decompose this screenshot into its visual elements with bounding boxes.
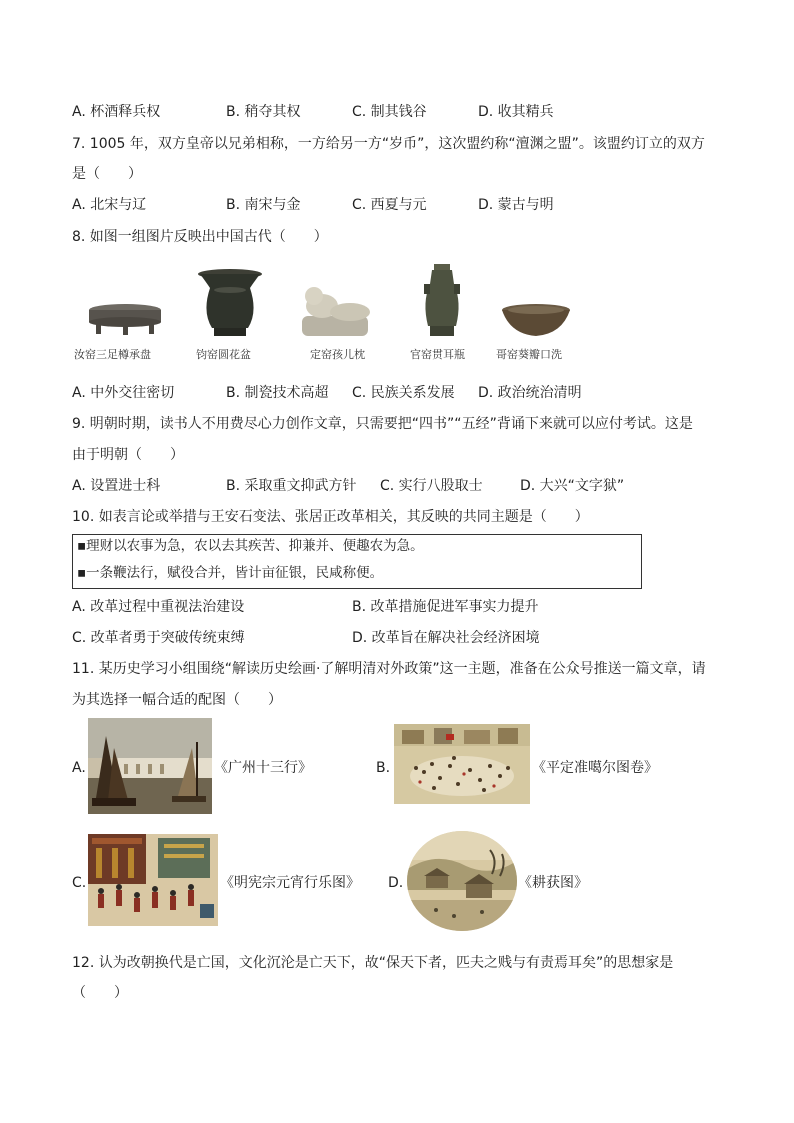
- q9-option-a[interactable]: A. 设置进士科: [72, 478, 161, 494]
- q8-option-d[interactable]: D. 政治统治清明: [478, 385, 582, 401]
- q7-stem-line2: 是（ ）: [72, 166, 142, 182]
- q9-option-b[interactable]: B. 采取重文抑武方针: [226, 478, 357, 494]
- q10-option-c[interactable]: C. 改革者勇于突破传统束缚: [72, 630, 245, 646]
- farming-harvest-painting: [406, 830, 518, 932]
- q9-option-c[interactable]: C. 实行八股取士: [380, 478, 483, 494]
- q11-option-a-letter: A.: [72, 760, 86, 776]
- ge-kiln-washer-image: [500, 304, 572, 340]
- q10-quote-row-2: ▪一条鞭法行，赋役合并，皆计亩征银，民咸称便。: [77, 565, 384, 581]
- q8-option-b[interactable]: B. 制瓷技术高超: [226, 385, 329, 401]
- q11-stem-line1: 11. 某历史学习小组围绕“解读历史绘画·了解明清对外政策”这一主题，准备在公众号推送一篇文章，请: [72, 661, 706, 677]
- q9-stem-line1: 9. 明朝时期，读书人不用费尽心力创作文章，只需要把“四书”“五经”背诵下来就可以应付考试。这是: [72, 416, 693, 432]
- q10-option-a[interactable]: A. 改革过程中重视法治建设: [72, 599, 245, 615]
- q6-option-b[interactable]: B. 稍夺其权: [226, 104, 301, 120]
- q11-option-d-letter: D.: [388, 875, 404, 891]
- ming-xianzong-lantern-festival-painting: [88, 834, 218, 926]
- ding-kiln-child-pillow-image: [296, 282, 376, 342]
- q10-quote-row-1: ▪理财以农事为急，农以去其疾苦、抑兼并、便趣农为急。: [77, 538, 424, 554]
- q12-stem-line2: （ ）: [72, 985, 128, 1001]
- ru-kiln-tray-image: [86, 300, 164, 340]
- q11-stem-line2: 为其选择一幅合适的配图（ ）: [72, 692, 282, 708]
- artifact-caption-2: 钧窑圆花盆: [196, 348, 251, 361]
- q8-stem: 8. 如图一组图片反映出中国古代（ ）: [72, 229, 328, 245]
- q9-stem-line2: 由于明朝（ ）: [72, 447, 184, 463]
- jun-kiln-flowerpot-image: [196, 268, 264, 340]
- q10-quote-box: [72, 534, 642, 589]
- q7-option-d[interactable]: D. 蒙古与明: [478, 197, 554, 213]
- q9-option-d[interactable]: D. 大兴“文字狱”: [520, 478, 625, 494]
- artifact-caption-5: 哥窑葵瓣口洗: [496, 348, 562, 361]
- q10-option-d[interactable]: D. 改革旨在解决社会经济困境: [352, 630, 540, 646]
- q10-stem: 10. 如表言论或举措与王安石变法、张居正改革相关，其反映的共同主题是（ ）: [72, 509, 589, 525]
- artifact-caption-4: 官窑贯耳瓶: [410, 348, 465, 361]
- q11-option-b-title: 《平定准噶尔图卷》: [532, 760, 658, 776]
- q7-stem-line1: 7. 1005 年，双方皇帝以兄弟相称，一方给另一方“岁币”，这次盟约称“澶渊之盟”。该盟约订立的双方: [72, 136, 705, 152]
- q7-option-b[interactable]: B. 南宋与金: [226, 197, 301, 213]
- q11-option-a-title: 《广州十三行》: [214, 760, 312, 776]
- q8-option-a[interactable]: A. 中外交往密切: [72, 385, 175, 401]
- q10-option-b[interactable]: B. 改革措施促进军事实力提升: [352, 599, 539, 615]
- q11-option-d-title: 《耕获图》: [518, 875, 588, 891]
- q6-option-a[interactable]: A. 杯酒释兵权: [72, 104, 161, 120]
- pacifying-dzungars-scroll-painting: [394, 724, 530, 804]
- guan-kiln-vase-image: [420, 262, 464, 342]
- artifact-caption-3: 定窑孩儿枕: [310, 348, 365, 361]
- q6-option-d[interactable]: D. 收其精兵: [478, 104, 554, 120]
- artifact-caption-1: 汝窑三足樽承盘: [74, 348, 151, 361]
- q7-option-a[interactable]: A. 北宋与辽: [72, 197, 147, 213]
- canton-thirteen-factories-painting: [88, 718, 212, 814]
- q11-option-c-letter: C.: [72, 875, 87, 891]
- q6-option-c[interactable]: C. 制其钱谷: [352, 104, 427, 120]
- q11-option-b-letter: B.: [376, 760, 391, 776]
- q8-option-c[interactable]: C. 民族关系发展: [352, 385, 455, 401]
- q11-option-c-title: 《明宪宗元宵行乐图》: [220, 875, 360, 891]
- q12-stem-line1: 12. 认为改朝换代是亡国，文化沉沦是亡天下，故“保天下者，匹夫之贱与有责焉耳矣”的思想家是: [72, 955, 674, 971]
- q7-option-c[interactable]: C. 西夏与元: [352, 197, 427, 213]
